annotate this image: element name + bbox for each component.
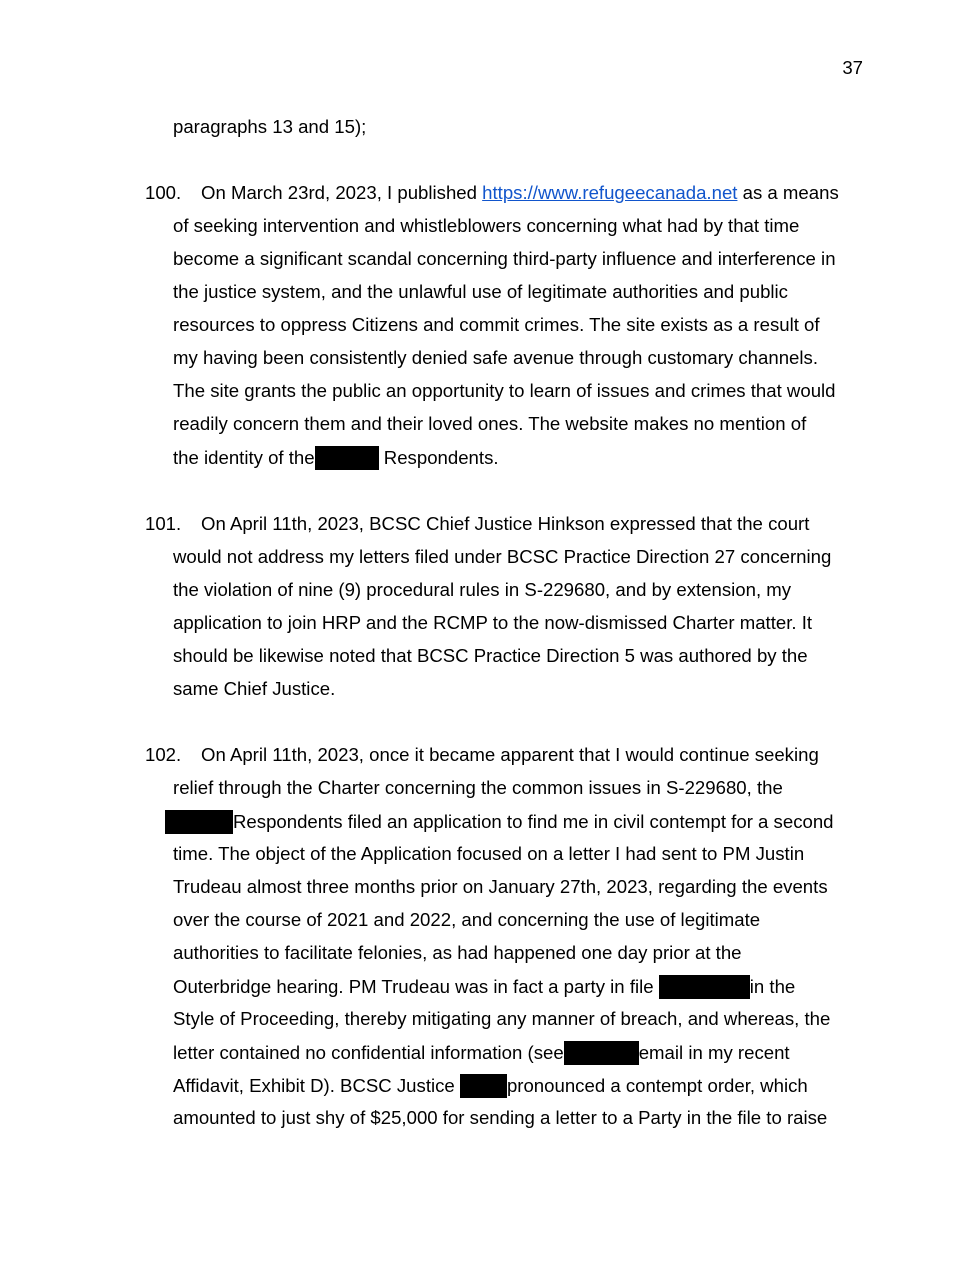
paragraph-101-line: same Chief Justice. <box>173 678 336 699</box>
paragraph-102-line: Trudeau almost three months prior on January 27th, 2023, regarding the events <box>173 876 828 897</box>
paragraph-100-line: The site grants the public an opportunity to learn of issues and crimes that would <box>173 380 836 401</box>
text: Affidavit, Exhibit D). BCSC Justice <box>173 1075 460 1096</box>
paragraph-100-line: my having been consistently denied safe avenue through customary channels. <box>173 347 818 368</box>
paragraph-101-number: 101. <box>145 513 182 534</box>
redaction-box <box>165 810 233 834</box>
paragraph-100-line-1 <box>201 182 839 204</box>
paragraph-102-number: 102. <box>145 744 182 765</box>
text: pronounced a contempt order, which <box>506 1075 808 1096</box>
redaction-box <box>315 446 379 470</box>
paragraph-100-line: readily concern them and their loved ones. The website makes no mention of <box>173 413 807 434</box>
text: On March 23rd, 2023, I published <box>201 182 483 203</box>
text: letter contained no confidential information (see <box>173 1042 564 1063</box>
paragraph-102-line: over the course of 2021 and 2022, and concerning the use of legitimate <box>173 909 761 930</box>
text: email in my recent <box>638 1042 790 1063</box>
text: Outerbridge hearing. PM Trudeau was in fact a party in file <box>173 976 659 997</box>
text: Respondents. <box>378 447 499 468</box>
paragraph-101-line: should be likewise noted that BCSC Practice Direction 5 was authored by the <box>173 645 808 666</box>
text: as a means <box>737 182 839 203</box>
paragraph-102-line <box>165 810 834 834</box>
intro-line: paragraphs 13 and 15); <box>173 116 367 137</box>
text: Respondents filed an application to find me in civil contempt for a second <box>233 811 834 832</box>
paragraph-102-line: relief through the Charter concerning the common issues in S-229680, the <box>173 777 783 798</box>
paragraph-102-line <box>173 1074 808 1098</box>
paragraph-101-line-1: On April 11th, 2023, BCSC Chief Justice Hinkson expressed that the court <box>201 513 810 534</box>
text: in the <box>749 976 796 997</box>
paragraph-100-line <box>173 446 499 470</box>
paragraph-102-line: authorities to facilitate felonies, as had happened one day prior at the <box>173 942 742 963</box>
paragraph-100-line: become a significant scandal concerning third-party influence and interference in <box>173 248 836 269</box>
paragraph-100-line: the justice system, and the unlawful use of legitimate authorities and public <box>173 281 788 302</box>
paragraph-101-line: application to join HRP and the RCMP to the now-dismissed Charter matter. It <box>173 612 813 633</box>
refugeecanada-link[interactable]: https://www.refugeecanada.net <box>482 182 738 203</box>
text: the identity of the <box>173 447 315 468</box>
paragraph-100-line: of seeking intervention and whistleblowers concerning what had by that time <box>173 215 800 236</box>
paragraph-102-line <box>173 975 795 999</box>
paragraph-102-line: time. The object of the Application focused on a letter I had sent to PM Justin <box>173 843 805 864</box>
redaction-box <box>564 1041 639 1065</box>
paragraph-100-number: 100. <box>145 182 182 203</box>
paragraph-102-line: amounted to just shy of $25,000 for sending a letter to a Party in the file to raise <box>173 1107 828 1128</box>
paragraph-101-line: would not address my letters filed under BCSC Practice Direction 27 concerning <box>173 546 832 567</box>
paragraph-102-line-1: On April 11th, 2023, once it became apparent that I would continue seeking <box>201 744 819 765</box>
redaction-box <box>659 975 750 999</box>
paragraph-100-line: resources to oppress Citizens and commit crimes. The site exists as a result of <box>173 314 820 335</box>
page-number: 37 <box>842 57 863 78</box>
redaction-box <box>460 1074 507 1098</box>
paragraph-102-line <box>173 1041 790 1065</box>
paragraph-102-line: Style of Proceeding, thereby mitigating any manner of breach, and whereas, the <box>173 1008 831 1029</box>
paragraph-101-line: the violation of nine (9) procedural rules in S-229680, and by extension, my <box>173 579 792 600</box>
